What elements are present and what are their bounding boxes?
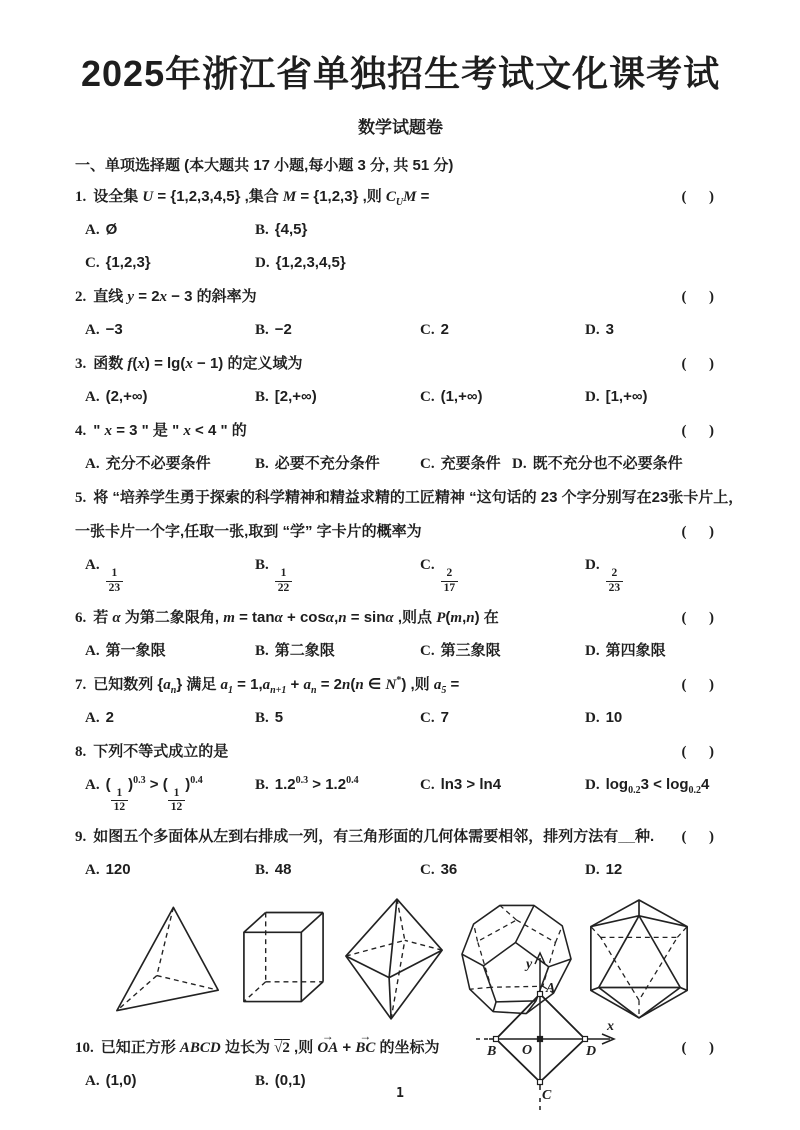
option-b: [255, 318, 420, 342]
option-text: $\frac{1}{22}$: [275, 553, 293, 596]
question-stem: 如图五个多面体从左到右排成一列，有三角形面的几何体需要相邻，排列方法有__种.: [93, 828, 655, 846]
option-text: $\frac{2}{17}$: [441, 553, 459, 596]
option-label: A.: [85, 709, 100, 726]
page-number: 1: [396, 1086, 404, 1101]
option-b: [255, 639, 420, 663]
option-text: {4,5}: [274, 221, 308, 238]
option-a: [85, 858, 255, 882]
question-stem: 已知数列 $\{a_n\}$ 满足 $a_1 = 1,a_{n+1} + a_n = 2n(n$ ∈ N*) ,则 $a_5$ =: [93, 674, 460, 696]
option-text: −2: [274, 321, 292, 338]
option-label: A.: [85, 1073, 100, 1090]
question-stem: 若 α 为第二象限角, m = tanα + cosα,n = sinα ,则点 P(m,n) 在: [93, 608, 499, 626]
option-label: C.: [85, 255, 100, 271]
label-x: x: [607, 1019, 614, 1034]
question-line: [75, 825, 714, 849]
options-row: [75, 639, 714, 663]
option-label: B.: [255, 1073, 269, 1090]
option-text: 既不充分也不必要条件: [532, 455, 683, 472]
option-label: D.: [512, 456, 527, 472]
vertex-marker-d: [583, 1037, 588, 1042]
option-text: 48: [274, 861, 292, 879]
option-text: 3: [605, 321, 614, 338]
option-text: 必要不充分条件: [274, 455, 380, 472]
option-label: A.: [85, 322, 100, 338]
option-b: [255, 452, 420, 476]
options-row: [75, 706, 714, 730]
option-d: [585, 639, 666, 663]
option-d: [255, 251, 346, 275]
option-label: A.: [85, 862, 100, 879]
option-label: D.: [585, 709, 600, 726]
option-text: {1,2,3}: [105, 254, 151, 271]
option-a: [85, 639, 255, 663]
question-stem: 函数 f(x) = lg(x − 1) 的定义域为: [93, 355, 303, 372]
option-a: [85, 773, 255, 816]
option-label: D.: [255, 255, 270, 271]
answer-parens: ( ): [681, 676, 714, 693]
option-b: [255, 706, 420, 730]
option-a: [85, 706, 255, 730]
option-text: 5: [274, 708, 284, 726]
section-heading: 一、单项选择题 (本大题共 17 小题,每小题 3 分, 共 51 分): [75, 157, 454, 174]
option-d: [585, 385, 648, 409]
option-label: D.: [585, 389, 600, 405]
answer-parens: ( ): [681, 423, 714, 439]
option-label: A.: [85, 456, 100, 472]
option-label: B.: [255, 389, 269, 405]
question-number: 4.: [75, 423, 87, 439]
question-line: [75, 486, 744, 510]
question-number: 8.: [75, 743, 87, 760]
question-7: [75, 673, 714, 730]
question-line-2: [75, 520, 714, 544]
option-d: [585, 858, 622, 882]
option-a: [85, 385, 255, 409]
option-d: [585, 773, 709, 797]
question-1: [75, 185, 714, 275]
page-subtitle: 数学试题卷: [358, 118, 443, 137]
question-line: [75, 419, 714, 443]
option-d: [585, 318, 614, 342]
option-text: 120: [105, 861, 131, 879]
option-text: $\frac{2}{23}$: [606, 553, 624, 596]
option-label: B.: [255, 642, 269, 659]
question-line: [75, 673, 714, 697]
question-5: [75, 486, 744, 596]
option-text: 充要条件: [440, 455, 501, 472]
answer-parens: ( ): [681, 609, 714, 626]
option-text: (1,+∞): [440, 388, 483, 405]
option-c: [420, 773, 585, 797]
cube-figure: [236, 904, 330, 1014]
questions-block-1-9: [75, 185, 744, 882]
option-text: $\frac{1}{23}$: [106, 553, 124, 596]
label-d: D: [586, 1044, 597, 1059]
option-text: $\log_{0.2}3 < \log_{0.2}4$: [605, 775, 710, 796]
vertex-marker-c: [538, 1080, 543, 1085]
question-number: 6.: [75, 609, 87, 626]
option-label: A.: [85, 776, 100, 793]
origin-marker: [538, 1037, 543, 1042]
option-label: C.: [420, 322, 435, 338]
option-label: C.: [420, 456, 435, 472]
option-label: D.: [585, 642, 600, 659]
question-number: 2.: [75, 289, 87, 305]
option-b: [255, 385, 420, 409]
option-a: [85, 452, 255, 476]
options-row: [75, 251, 714, 275]
option-text: 第二象限: [274, 641, 335, 659]
option-b: [255, 553, 420, 596]
question-stem: 将 “培养学生勇于探索的科学精神和精益求精的工匠精神 “这句话的 23 个字分别写在23张卡片上，: [93, 489, 744, 506]
option-label: B.: [255, 709, 269, 726]
option-d: [512, 452, 683, 476]
question-stem: 已知正方形 ABCD 边长为 √ 2 ,则 → OA + → BC 的坐标为: [101, 1036, 440, 1060]
options-row: [75, 553, 714, 596]
question-number: 3.: [75, 356, 87, 372]
option-text: Ø: [105, 221, 118, 238]
options-row: [75, 452, 714, 476]
question-number: 5.: [75, 490, 87, 506]
option-a: [85, 553, 255, 596]
option-label: C.: [420, 389, 435, 405]
question-number: 1.: [75, 189, 87, 205]
option-text: $1.2^{0.3} > 1.2^{0.4}$: [274, 774, 359, 793]
label-a: A: [546, 981, 556, 996]
option-label: B.: [255, 557, 269, 573]
option-c: [420, 385, 585, 409]
answer-parens: ( ): [681, 829, 714, 846]
label-y: y: [526, 957, 533, 972]
question-9: [75, 825, 714, 882]
option-text: 12: [605, 861, 623, 879]
tetrahedron-figure: [113, 901, 225, 1017]
option-label: A.: [85, 222, 100, 238]
option-c: [420, 452, 512, 476]
option-b: [255, 858, 420, 882]
option-b: [255, 773, 420, 797]
options-row: [75, 858, 714, 882]
option-text: 第一象限: [105, 641, 166, 659]
option-label: B.: [255, 322, 269, 338]
vertex-marker-b: [494, 1037, 499, 1042]
option-label: A.: [85, 389, 100, 405]
option-label: D.: [585, 862, 600, 879]
option-label: D.: [585, 557, 600, 573]
option-c: [85, 251, 255, 275]
option-label: B.: [255, 222, 269, 238]
option-label: C.: [420, 776, 435, 793]
page-title: 2025年浙江省单独招生考试文化课考试: [81, 53, 721, 94]
option-text: (2,+∞): [105, 388, 148, 405]
option-text: 7: [440, 708, 449, 726]
option-b: [255, 218, 307, 242]
option-text: 36: [440, 861, 458, 879]
label-b: B: [487, 1044, 497, 1059]
option-d: [585, 706, 622, 730]
option-text: (1,0): [105, 1072, 137, 1090]
option-c: [420, 318, 585, 342]
question-4: [75, 419, 714, 476]
question-number: 9.: [75, 829, 87, 846]
option-text: 10: [605, 708, 623, 726]
option-text: [2,+∞): [274, 388, 317, 405]
option-text: 2: [440, 321, 449, 338]
question-stem: 直线 y = 2x − 3 的斜率为: [93, 288, 257, 305]
answer-parens: ( ): [681, 356, 714, 372]
question-stem: " x = 3 " 是 " x < 4 " 的: [93, 422, 247, 439]
option-text: [1,+∞): [605, 388, 648, 405]
option-text: ln3 > ln4: [440, 775, 502, 793]
question-3: [75, 352, 714, 409]
question-number: 7.: [75, 676, 87, 693]
question-line: [75, 606, 714, 630]
question-line: [75, 740, 714, 764]
question-line: [75, 185, 714, 209]
option-a: [85, 218, 255, 242]
option-text: 第三象限: [440, 641, 501, 659]
option-text: −3: [105, 321, 123, 338]
options-row: [75, 318, 714, 342]
options-row: [75, 773, 714, 816]
answer-parens: ( ): [681, 743, 714, 760]
question-8: [75, 740, 714, 816]
option-c: [420, 706, 585, 730]
option-text: (0,1): [274, 1072, 306, 1090]
option-text: 充分不必要条件: [105, 455, 211, 472]
option-text: 2: [105, 708, 114, 726]
option-label: C.: [420, 709, 435, 726]
option-label: C.: [420, 862, 435, 879]
option-label: C.: [420, 642, 435, 659]
question-2: [75, 285, 714, 342]
answer-parens: ( ): [681, 1040, 714, 1057]
option-label: B.: [255, 862, 269, 879]
answer-parens: ( ): [681, 524, 714, 540]
question-6: [75, 606, 714, 663]
option-a: [85, 318, 255, 342]
option-c: [420, 553, 585, 596]
options-row: [75, 385, 714, 409]
option-label: C.: [420, 557, 435, 573]
question-stem: 设全集 U = {1,2,3,4,5} ,集合 M = {1,2,3} ,则 $C_UM$ =: [93, 188, 430, 208]
option-label: A.: [85, 557, 100, 573]
option-label: A.: [85, 642, 100, 659]
option-text: ( $\frac{1}{12}$ )$^{0.3}$ > ( $\frac{1}{12}$ )$^{0.4}$: [105, 774, 203, 814]
option-c: [420, 858, 585, 882]
options-row: [75, 218, 714, 242]
question-stem-continued: 一张卡片一个字,任取一张,取到 “学” 字卡片的概率为: [75, 523, 422, 540]
label-o: O: [522, 1043, 533, 1058]
answer-parens: ( ): [681, 189, 714, 205]
option-text: 第四象限: [605, 641, 666, 659]
option-d: [585, 553, 623, 596]
option-label: B.: [255, 776, 269, 793]
label-c: C: [542, 1088, 552, 1103]
answer-parens: ( ): [681, 289, 714, 305]
option-label: D.: [585, 776, 600, 793]
option-text: {1,2,3,4,5}: [275, 254, 346, 271]
option-label: B.: [255, 456, 269, 472]
question-line: [75, 285, 714, 309]
octahedron-figure: [340, 895, 450, 1023]
question-number: 10.: [75, 1040, 94, 1057]
option-label: D.: [585, 322, 600, 338]
option-c: [420, 639, 585, 663]
question-line: [75, 352, 714, 376]
vertex-marker-a: [538, 992, 543, 997]
question-stem: 下列不等式成立的是: [93, 742, 229, 760]
